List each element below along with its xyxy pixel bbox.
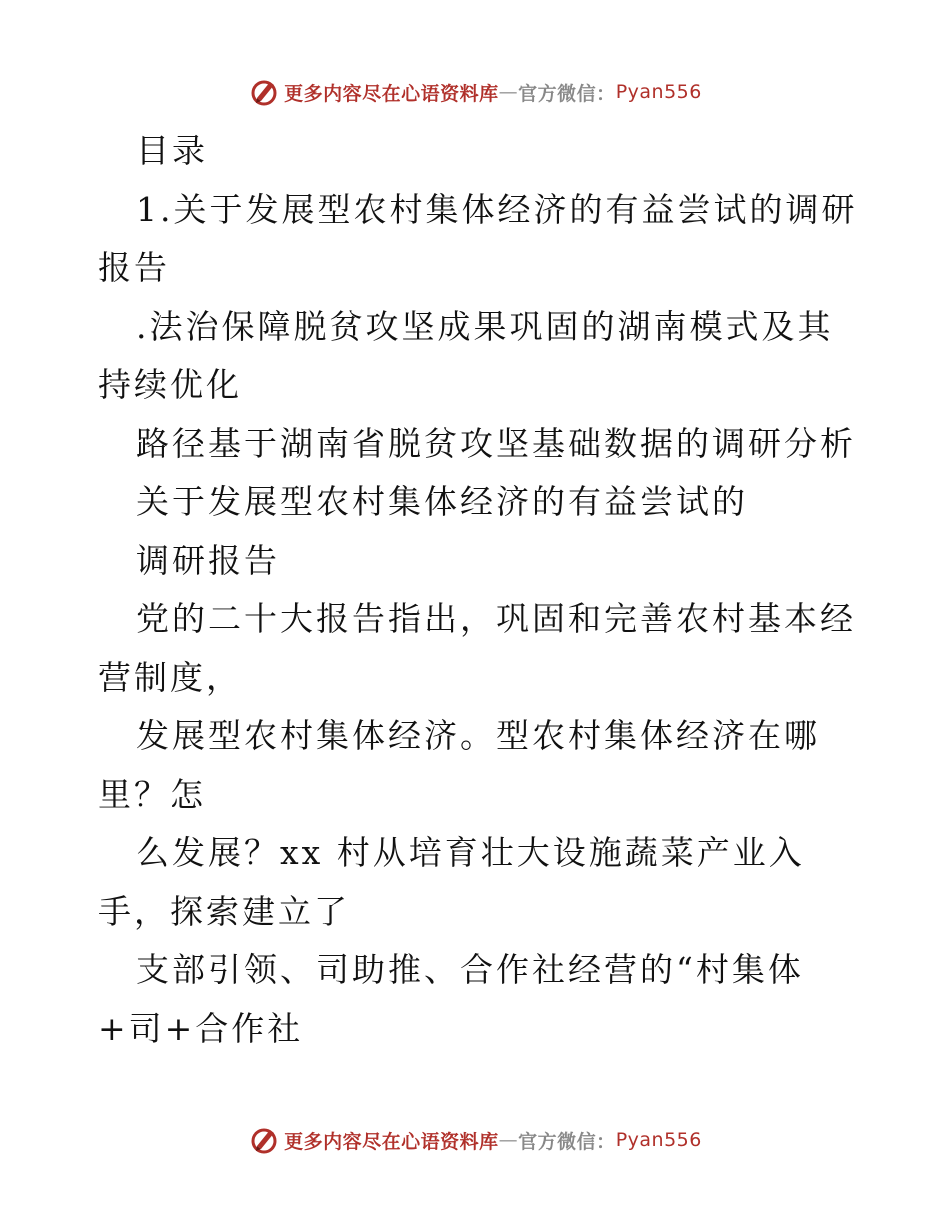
footer-wechat-id: Pyan556 (615, 1129, 702, 1151)
header-wechat-id: Pyan556 (615, 81, 702, 103)
header-promo-text: 更多内容尽在心语资料库 (284, 82, 499, 105)
red-pen-circle-logo (248, 76, 280, 108)
document-body (98, 122, 858, 1058)
toc-item-2: .法治保障脱贫攻坚成果巩固的湖南模式及其持续优化 (98, 306, 834, 404)
article-title-line-1: 关于发展型农村集体经济的有益尝试的 (136, 482, 748, 521)
toc-item-2-continued: 路径基于湖南省脱贫攻坚基础数据的调研分析 (136, 423, 856, 463)
toc-item-1: 1.关于发展型农村集体经济的有益尝试的调研报告 (98, 189, 858, 287)
footer-official-label: 官方微信： (518, 1130, 616, 1153)
footer-promo-text: 更多内容尽在心语资料库 (284, 1130, 499, 1153)
footer-banner (0, 1120, 950, 1160)
footer-dash: — (498, 1129, 519, 1151)
header-official-label: 官方微信： (518, 82, 616, 105)
body-paragraph: 发展型农村集体经济。型农村集体经济在哪里？怎 (98, 716, 820, 814)
header-dash: — (498, 81, 519, 103)
red-pen-circle-logo (248, 1124, 280, 1156)
header-banner (0, 72, 950, 112)
article-title-line-2: 调研报告 (136, 540, 280, 580)
body-paragraph: 么发展？xx 村从培育壮大设施蔬菜产业入手，探索建立了 (98, 833, 805, 931)
body-paragraph: 支部引领、司助推、合作社经营的“村集体+司+合作社 (98, 950, 804, 1048)
body-paragraph: 党的二十大报告指出，巩固和完善农村基本经营制度， (98, 599, 856, 697)
toc-heading: 目录 (136, 131, 208, 170)
